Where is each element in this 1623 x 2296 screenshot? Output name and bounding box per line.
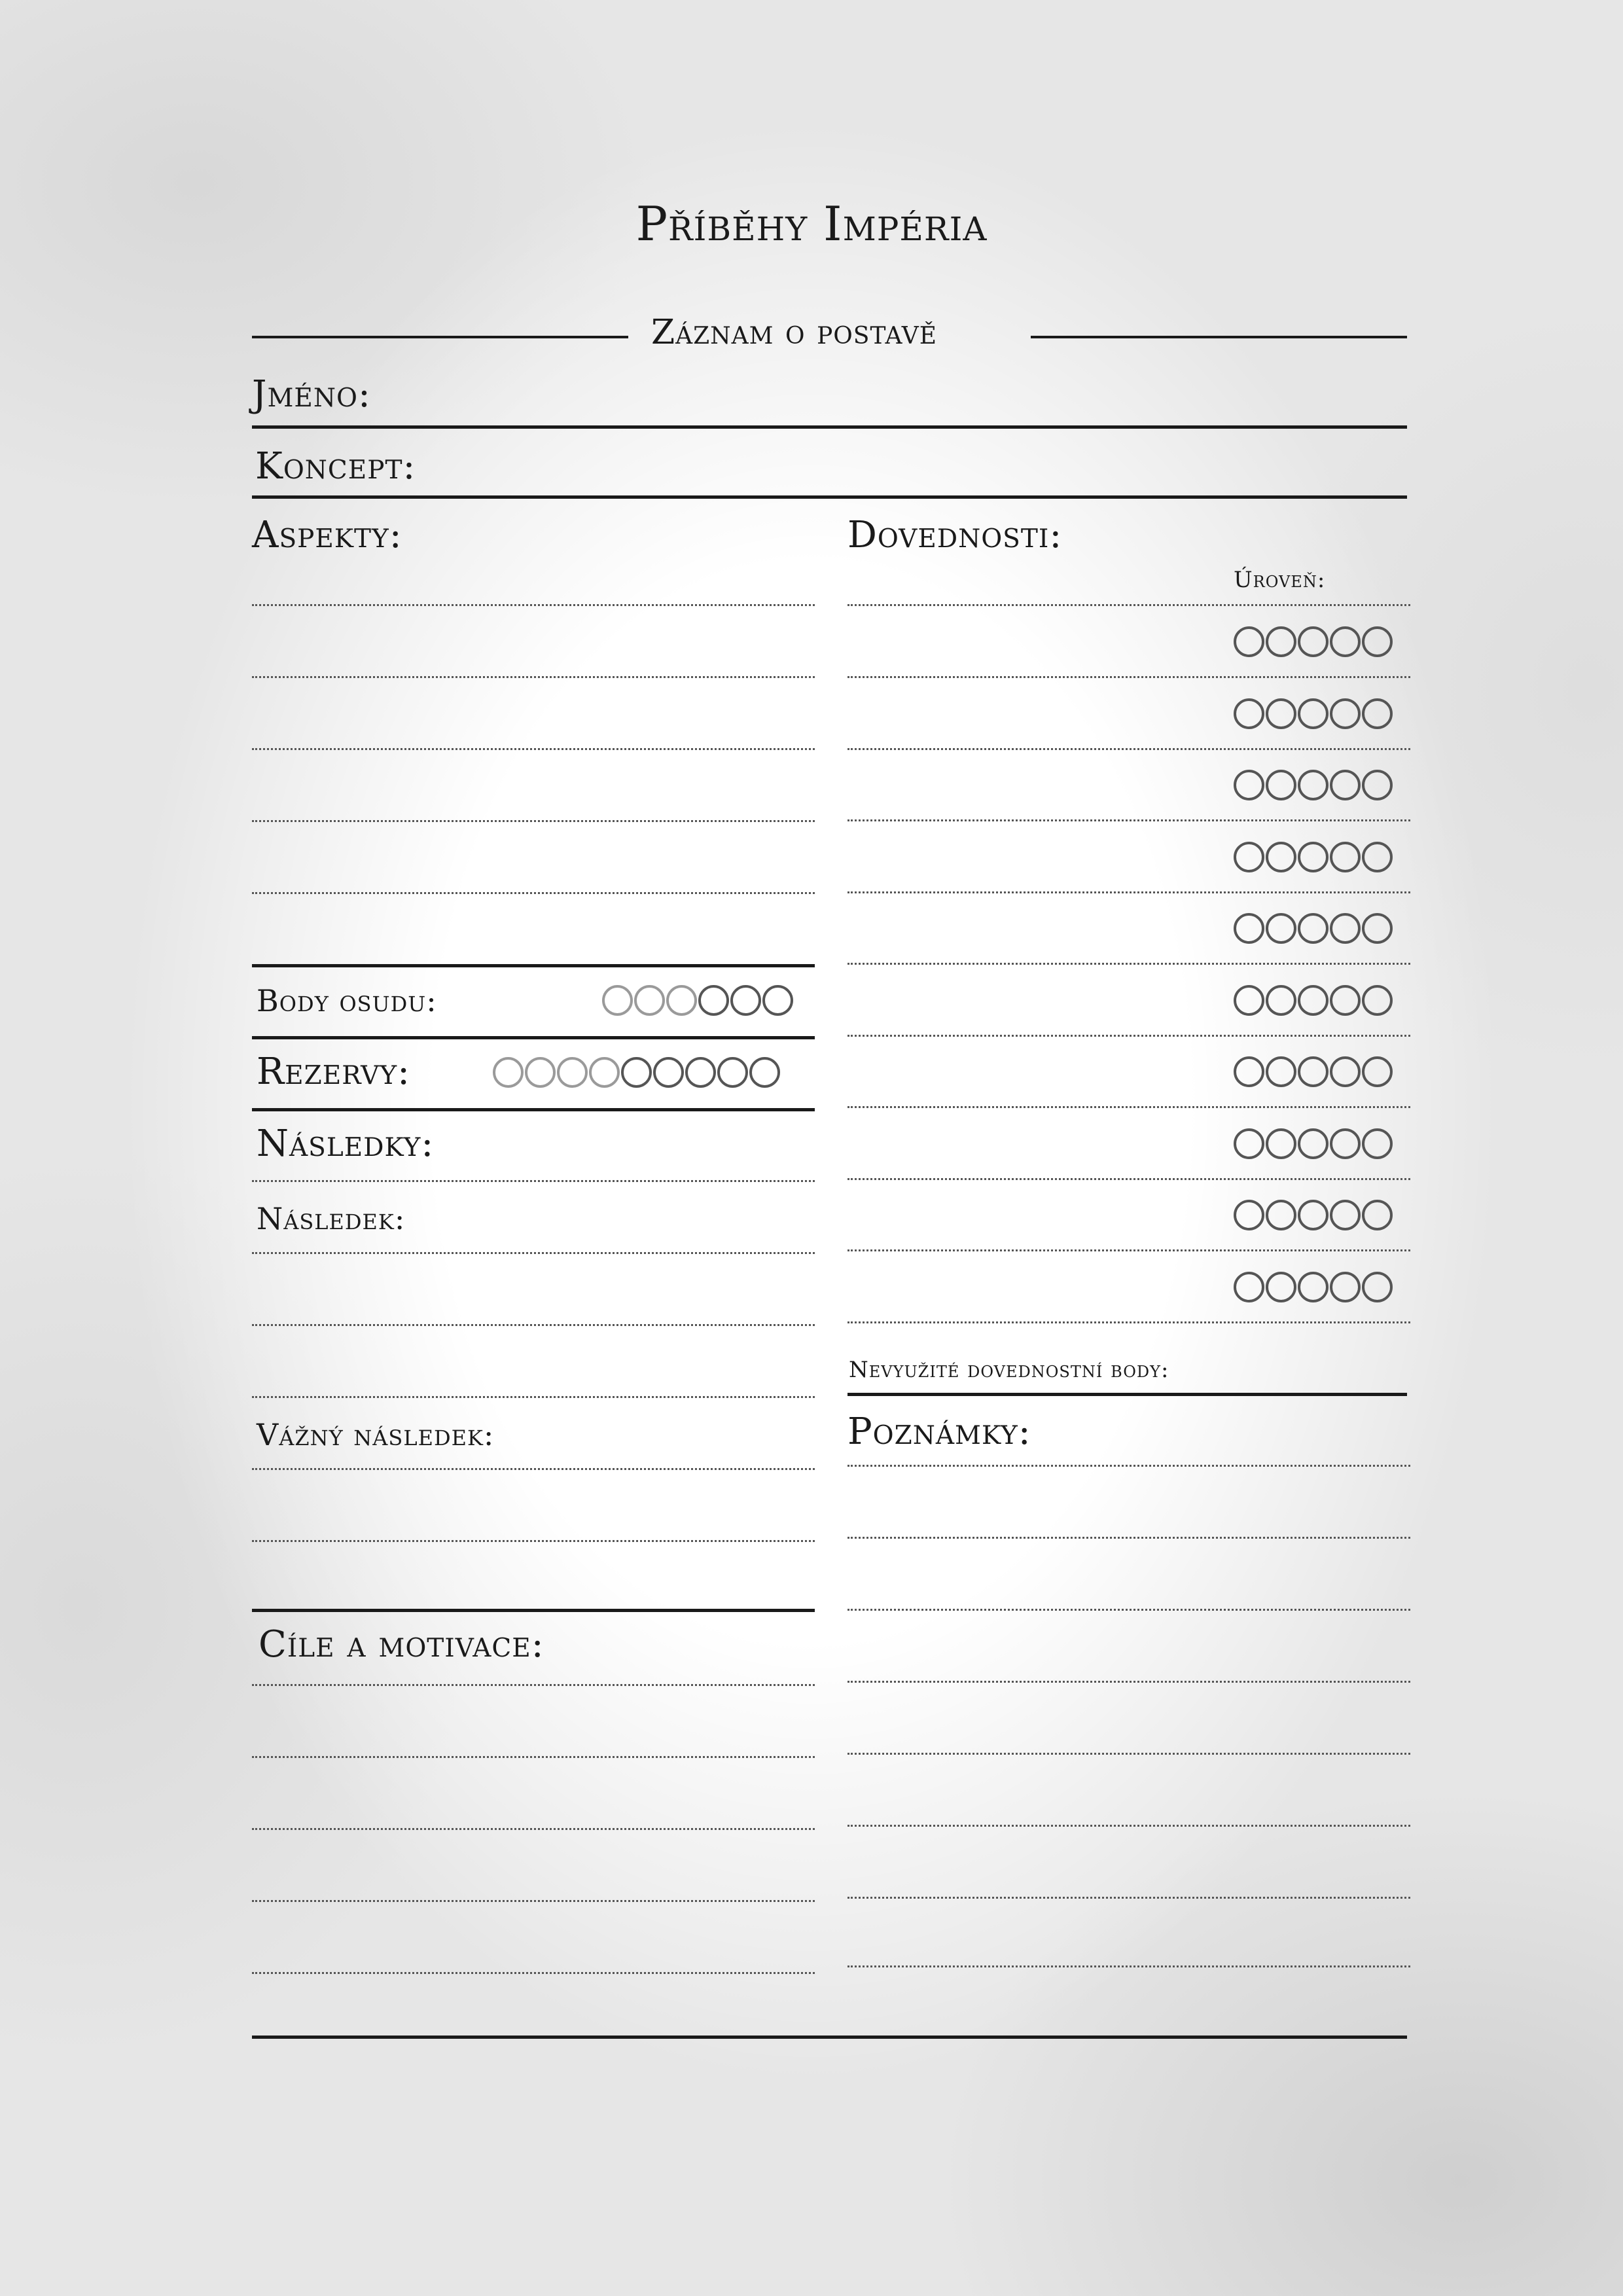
skill-level-circle[interactable] <box>1330 1272 1361 1302</box>
consequence-line[interactable] <box>252 1252 815 1254</box>
notes-line[interactable] <box>847 1965 1410 1967</box>
skill-level-track <box>1234 1056 1393 1090</box>
fate-point-circle[interactable] <box>666 985 697 1016</box>
fate-point-circle[interactable] <box>730 985 761 1016</box>
reserve-circle[interactable] <box>717 1057 748 1088</box>
skill-level-circle[interactable] <box>1330 626 1361 657</box>
skill-line[interactable] <box>847 1178 1410 1180</box>
skill-line[interactable] <box>847 1249 1410 1251</box>
skill-level-circle[interactable] <box>1298 1272 1329 1302</box>
skill-level-circle[interactable] <box>1362 626 1393 657</box>
skill-line[interactable] <box>847 748 1410 750</box>
goals-section-rule <box>252 1609 815 1612</box>
skill-line[interactable] <box>847 963 1410 965</box>
skill-level-circle[interactable] <box>1362 1272 1393 1302</box>
reserves-label: Rezervy: <box>257 1050 410 1093</box>
skill-line[interactable] <box>847 891 1410 893</box>
skill-level-circle[interactable] <box>1266 698 1296 729</box>
severe-consequence-label: Vážný následek: <box>257 1417 495 1452</box>
consequence-label: Následek: <box>257 1201 406 1236</box>
skill-level-circle[interactable] <box>1330 842 1361 872</box>
notes-line[interactable] <box>847 1753 1410 1755</box>
aspect-line[interactable] <box>252 748 815 750</box>
skills-label: Dovednosti: <box>847 514 1063 556</box>
goals-label: Cíle a motivace: <box>259 1623 544 1666</box>
subtitle-rule-right <box>1031 336 1407 338</box>
aspects-label: Aspekty: <box>252 514 402 556</box>
skill-level-circle[interactable] <box>1362 770 1393 800</box>
skill-level-circle[interactable] <box>1362 985 1393 1016</box>
name-field[interactable] <box>252 425 1407 429</box>
skill-level-circle[interactable] <box>1362 913 1393 944</box>
skill-line[interactable] <box>847 1035 1410 1037</box>
skill-level-circle[interactable] <box>1234 698 1264 729</box>
fate-point-circle[interactable] <box>762 985 793 1016</box>
aspect-line[interactable] <box>252 604 815 606</box>
goals-line[interactable] <box>252 1972 815 1974</box>
skill-level-circle[interactable] <box>1266 1128 1296 1159</box>
consequence-line[interactable] <box>252 1396 815 1398</box>
skill-level-track <box>1234 626 1393 660</box>
skill-level-circle[interactable] <box>1234 1128 1264 1159</box>
fate-points-label: Body osudu: <box>257 983 437 1018</box>
skill-level-circle[interactable] <box>1330 1128 1361 1159</box>
unused-skill-points-field[interactable] <box>847 1393 1407 1396</box>
skill-level-circle[interactable] <box>1266 842 1296 872</box>
fate-section-rule <box>252 964 815 967</box>
skill-level-circle[interactable] <box>1266 626 1296 657</box>
skill-level-circle[interactable] <box>1362 698 1393 729</box>
skill-level-circle[interactable] <box>1298 1128 1329 1159</box>
skill-line[interactable] <box>847 819 1410 821</box>
fate-point-circle[interactable] <box>634 985 665 1016</box>
level-label: Úroveň: <box>1234 567 1326 593</box>
skill-level-circle[interactable] <box>1330 1056 1361 1087</box>
skill-level-circle[interactable] <box>1362 1200 1393 1230</box>
aspect-line[interactable] <box>252 892 815 894</box>
skill-line[interactable] <box>847 1321 1410 1323</box>
consequence-line[interactable] <box>252 1324 815 1326</box>
skill-level-track <box>1234 985 1393 1019</box>
skill-level-circle[interactable] <box>1266 985 1296 1016</box>
consequences-section-rule <box>252 1108 815 1111</box>
notes-line[interactable] <box>847 1681 1410 1683</box>
skill-level-circle[interactable] <box>1298 626 1329 657</box>
skill-level-track <box>1234 913 1393 947</box>
skill-level-circle[interactable] <box>1330 913 1361 944</box>
severe-consequence-line[interactable] <box>252 1468 815 1470</box>
skill-level-circle[interactable] <box>1298 698 1329 729</box>
reserve-circle[interactable] <box>525 1057 556 1088</box>
skill-level-track <box>1234 842 1393 876</box>
skill-level-circle[interactable] <box>1234 1056 1264 1087</box>
subtitle: Záznam o postavě <box>651 313 937 352</box>
skill-line[interactable] <box>847 1106 1410 1108</box>
unused-skill-points-label: Nevyužité dovednostní body: <box>849 1357 1169 1383</box>
skill-level-circle[interactable] <box>1234 1200 1264 1230</box>
notes-line[interactable] <box>847 1897 1410 1899</box>
skill-level-circle[interactable] <box>1298 985 1329 1016</box>
goals-line[interactable] <box>252 1900 815 1902</box>
skill-level-circle[interactable] <box>1266 770 1296 800</box>
skill-level-track <box>1234 1200 1393 1234</box>
skill-level-circle[interactable] <box>1362 1056 1393 1087</box>
fate-points-track <box>602 985 793 1019</box>
skill-level-circle[interactable] <box>1330 770 1361 800</box>
concept-label: Koncept: <box>255 445 416 488</box>
skill-level-circle[interactable] <box>1234 913 1264 944</box>
skill-level-circle[interactable] <box>1234 842 1264 872</box>
name-label: Jméno: <box>252 373 371 416</box>
reserve-circle[interactable] <box>653 1057 684 1088</box>
notes-label: Poznámky: <box>847 1410 1031 1453</box>
goals-line[interactable] <box>252 1756 815 1758</box>
skill-level-circle[interactable] <box>1266 913 1296 944</box>
consequence-line[interactable] <box>252 1180 815 1182</box>
reserves-section-rule <box>252 1036 815 1039</box>
bottom-rule <box>252 2036 1407 2039</box>
skill-level-circle[interactable] <box>1298 913 1329 944</box>
page-title: Příběhy Impéria <box>635 196 988 251</box>
notes-line[interactable] <box>847 1609 1410 1611</box>
subtitle-rule-left <box>252 336 628 338</box>
concept-field[interactable] <box>252 495 1407 499</box>
notes-line[interactable] <box>847 1537 1410 1539</box>
aspect-line[interactable] <box>252 820 815 822</box>
severe-consequence-line[interactable] <box>252 1540 815 1542</box>
reserve-circle[interactable] <box>493 1057 524 1088</box>
skill-level-circle[interactable] <box>1234 770 1264 800</box>
goals-line[interactable] <box>252 1828 815 1830</box>
skill-level-track <box>1234 770 1393 804</box>
skill-level-track <box>1234 1128 1393 1162</box>
skill-level-circle[interactable] <box>1298 842 1329 872</box>
skill-line[interactable] <box>847 676 1410 678</box>
skill-level-circle[interactable] <box>1298 770 1329 800</box>
skill-line[interactable] <box>847 604 1410 606</box>
consequences-label: Následky: <box>257 1122 435 1165</box>
reserve-circle[interactable] <box>685 1057 716 1088</box>
reserve-circle[interactable] <box>589 1057 620 1088</box>
skill-level-track <box>1234 698 1393 732</box>
skill-level-circle[interactable] <box>1298 1200 1329 1230</box>
fate-point-circle[interactable] <box>698 985 729 1016</box>
skill-level-circle[interactable] <box>1330 1200 1361 1230</box>
skill-level-circle[interactable] <box>1266 1272 1296 1302</box>
reserve-circle[interactable] <box>557 1057 588 1088</box>
skill-level-circle[interactable] <box>1330 698 1361 729</box>
skill-level-circle[interactable] <box>1330 985 1361 1016</box>
aspect-line[interactable] <box>252 676 815 678</box>
fate-point-circle[interactable] <box>602 985 633 1016</box>
skill-level-circle[interactable] <box>1266 1056 1296 1087</box>
skill-level-circle[interactable] <box>1298 1056 1329 1087</box>
skill-level-circle[interactable] <box>1362 842 1393 872</box>
skill-level-track <box>1234 1272 1393 1306</box>
skill-level-circle[interactable] <box>1266 1200 1296 1230</box>
reserve-circle[interactable] <box>749 1057 780 1088</box>
skill-level-circle[interactable] <box>1362 1128 1393 1159</box>
goals-line[interactable] <box>252 1684 815 1686</box>
notes-line[interactable] <box>847 1825 1410 1827</box>
reserve-circle[interactable] <box>621 1057 652 1088</box>
skill-level-circle[interactable] <box>1234 1272 1264 1302</box>
notes-line[interactable] <box>847 1465 1410 1467</box>
skill-level-circle[interactable] <box>1234 985 1264 1016</box>
reserves-track <box>493 1057 780 1091</box>
skill-level-circle[interactable] <box>1234 626 1264 657</box>
